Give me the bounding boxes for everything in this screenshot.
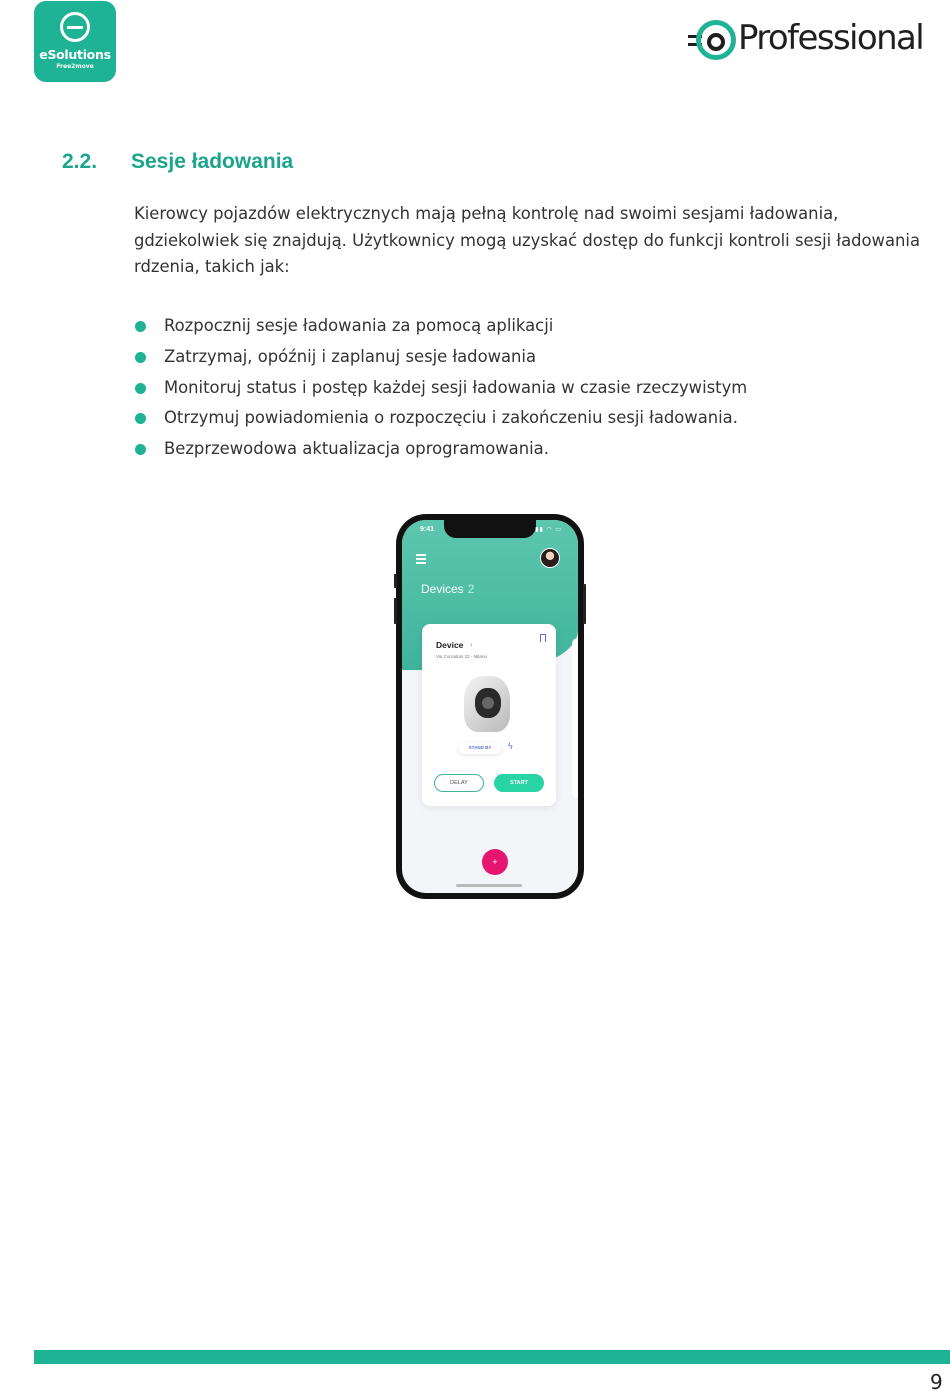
start-button: START xyxy=(494,774,544,792)
status-badge: STAND BY xyxy=(458,742,502,754)
list-item-text: Otrzymuj powiadomienia o rozpoczęciu i zakończeniu sesji ładowania. xyxy=(164,408,738,428)
feature-list xyxy=(134,313,747,467)
phone-notch xyxy=(444,520,536,538)
devices-title xyxy=(421,582,474,596)
e-ring-icon xyxy=(696,20,736,60)
intro-line: rdzenia, takich jak: xyxy=(134,257,290,276)
esolutions-mark-icon xyxy=(60,12,90,42)
phone-screen xyxy=(402,520,578,893)
esolutions-logo-name: eSolutions xyxy=(39,47,111,62)
section-number: 2.2. xyxy=(62,150,98,173)
list-item xyxy=(134,344,747,375)
list-item xyxy=(134,313,747,344)
delay-button: DELAY xyxy=(434,774,484,792)
chevron-right-icon: › xyxy=(470,640,473,649)
list-item xyxy=(134,436,747,467)
devices-count: 2 xyxy=(467,582,475,596)
bullet-icon xyxy=(135,321,146,332)
status-time: 9:41 xyxy=(420,526,435,533)
bullet-icon xyxy=(135,352,146,363)
section-title: Sesje ładowania xyxy=(131,150,294,173)
list-item xyxy=(134,405,747,436)
bullet-icon xyxy=(135,383,146,394)
eprofessional-logo-text: Professional xyxy=(738,18,924,58)
bullet-icon xyxy=(135,444,146,455)
bolt-icon: ϟ xyxy=(508,741,513,751)
add-device-fab: + xyxy=(482,849,508,875)
list-item xyxy=(134,375,747,406)
intro-paragraph xyxy=(134,201,944,281)
eprofessional-logo xyxy=(688,16,950,66)
phone-side-button xyxy=(583,584,586,624)
device-address: Via Corradoni 22 - Milano xyxy=(436,654,487,659)
device-card-title: Device xyxy=(436,640,464,650)
phone-mockup xyxy=(396,514,584,899)
avatar xyxy=(540,548,560,568)
signal-wifi-battery-icon: ▮▮ ◠ ▭ xyxy=(535,527,562,533)
phone-side-button xyxy=(394,598,397,624)
footer-bar xyxy=(34,1350,950,1364)
device-card xyxy=(422,624,556,806)
page-number: 9 xyxy=(930,1370,943,1394)
next-device-card xyxy=(572,638,578,798)
phone-side-button xyxy=(394,574,397,588)
esolutions-logo-sub: Free2move xyxy=(56,63,94,70)
devices-title-label: Devices xyxy=(421,582,464,596)
esolutions-logo xyxy=(34,1,116,82)
list-item-text: Zatrzymaj, opóźnij i zaplanuj sesje ładowania xyxy=(164,346,537,366)
list-item-text: Monitoruj status i postęp każdej sesji ładowania w czasie rzeczywistym xyxy=(164,377,748,397)
bookmark-icon xyxy=(540,634,546,642)
intro-line: Kierowcy pojazdów elektrycznych mają pełną kontrolę nad swoimi sesjami ładowania, xyxy=(134,204,839,223)
hamburger-menu-icon xyxy=(416,554,426,566)
list-item-text: Rozpocznij sesje ładowania za pomocą aplikacji xyxy=(164,316,554,335)
list-item-text: Bezprzewodowa aktualizacja oprogramowania. xyxy=(164,439,549,459)
home-indicator xyxy=(456,884,522,887)
intro-line: gdziekolwiek się znajdują. Użytkownicy mogą uzyskać dostęp do funkcji kontroli sesji ładowania xyxy=(134,230,920,250)
bullet-icon xyxy=(135,413,146,424)
wallbox-charger-icon xyxy=(464,676,510,732)
